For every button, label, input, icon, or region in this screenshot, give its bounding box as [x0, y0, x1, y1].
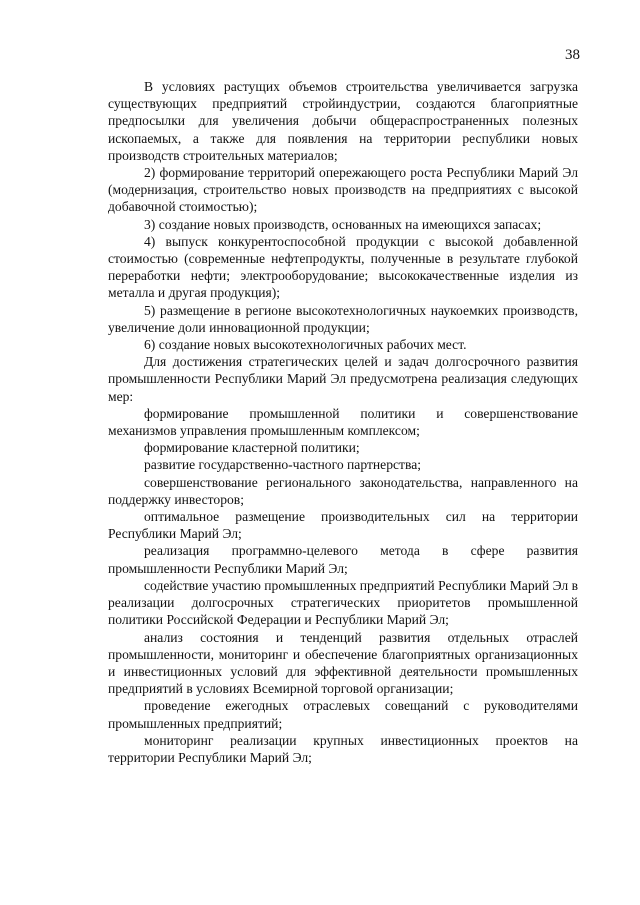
paragraph-item-6: 6) создание новых высокотехнологичных рабочих мест.	[144, 337, 467, 353]
paragraph-construction-growth: В условиях растущих объемов строительства увеличивается загрузка существующих предприятий стройиндустрии, создаются благоприятные предпосылки для увеличения добычи общераспространенных полезных ископаемых, а также для появления на территории республики новых производств строительных материалов;	[108, 79, 578, 163]
measure-industrial-policy: формирование промышленной политики и совершенствование механизмов управления промышленным комплексом;	[108, 405, 578, 439]
measure-productive-forces: оптимальное размещение производительных сил на территории Республики Марий Эл;	[108, 509, 578, 542]
measure-program-target-method: реализация программно-целевого метода в сфере развития промышленности Республики Марий Эл;	[108, 543, 578, 576]
measure-analysis-monitoring: анализ состояния и тенденций развития отдельных отраслей промышленности, мониторинг и обеспечение благоприятных организационных и инвестиционных условий для эффективной деятельности промышленных предприятий в условиях Всемирной торговой организации;	[108, 629, 578, 697]
measure-cluster-policy: формирование кластерной политики;	[144, 440, 360, 456]
paragraph-item-5: 5) размещение в регионе высокотехнологичных наукоемких производств, увеличение доли инновационной продукции;	[108, 302, 578, 335]
measure-annual-meetings: проведение ежегодных отраслевых совещаний с руководителями промышленных предприятий;	[108, 698, 578, 731]
paragraph-item-2: 2) формирование территорий опережающего роста Республики Марий Эл (модернизация, строительство новых производств на предприятиях с высокой добавочной стоимостью);	[108, 165, 578, 215]
page-number: 38	[565, 47, 580, 63]
measure-legislation: совершенствование регионального законодательства, направленного на поддержку инвесторов;	[108, 474, 578, 507]
paragraph-item-3: 3) создание новых производств, основанных на имеющихся запасах;	[144, 216, 542, 232]
measure-strategic-priorities: содействие участию промышленных предприятий Республики Марий Эл в реализации долгосрочных стратегических приоритетов промышленной политики Российской Федерации и Республики Марий Эл;	[108, 577, 578, 628]
measure-ppp: развитие государственно-частного партнерства;	[144, 457, 422, 473]
paragraph-measures-intro: Для достижения стратегических целей и задач долгосрочного развития промышленности Республики Марий Эл предусмотрена реализация следующих мер:	[108, 354, 578, 404]
paragraph-item-4: 4) выпуск конкурентоспособной продукции с высокой добавленной стоимостью (современные нефтепродукты, полученные в результате глубокой переработки нефти; электрооборудование; высококачественные изделия из металла и другая продукция);	[108, 233, 578, 301]
body-text	[108, 78, 578, 766]
measure-investment-monitoring: мониторинг реализации крупных инвестиционных проектов на территории Республики Марий Эл;	[108, 732, 578, 765]
